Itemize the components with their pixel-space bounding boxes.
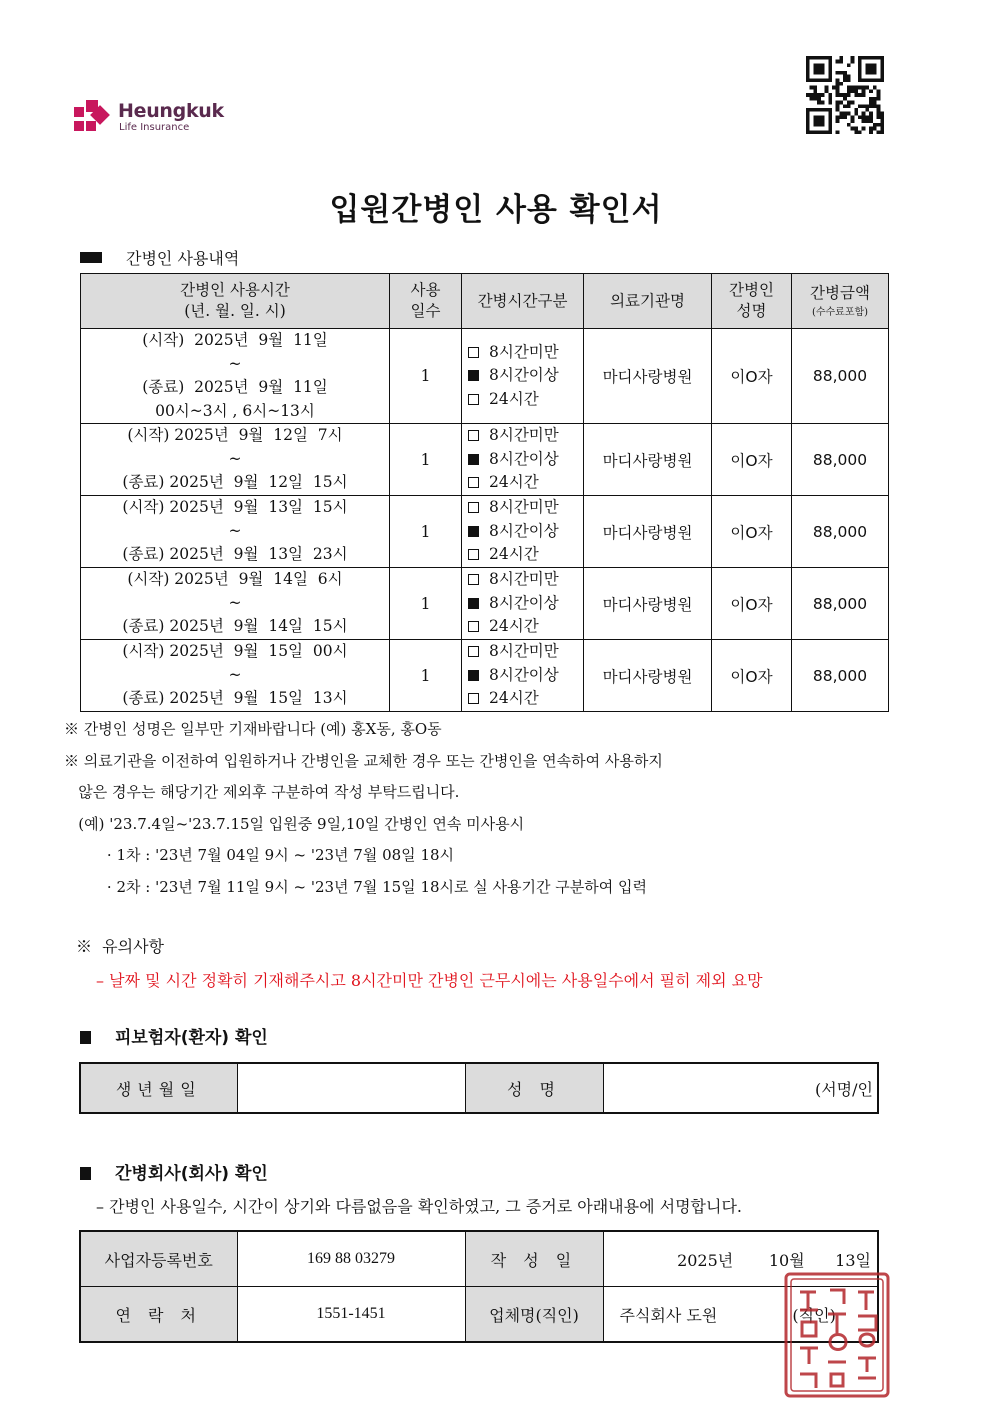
- period-end: (종료) 2025년 9월 15일 13시: [122, 689, 348, 708]
- usage-caregiver: 이O자: [712, 496, 792, 568]
- checkbox-empty-icon[interactable]: [468, 430, 479, 441]
- checkbox-checked-icon[interactable]: [468, 670, 479, 681]
- section-marker-icon: [80, 1031, 91, 1044]
- col-days: 사용 일수: [390, 274, 462, 329]
- period-tilde: ~: [228, 665, 242, 684]
- usage-category: [462, 640, 584, 712]
- category-option[interactable]: [468, 640, 583, 664]
- usage-category: [462, 424, 584, 496]
- category-option-label: 8시간이상: [489, 449, 559, 468]
- date-value: 2025년 10월 13일: [603, 1231, 878, 1287]
- usage-caregiver: 이O자: [712, 640, 792, 712]
- date-label: 작 성 일: [465, 1231, 603, 1287]
- usage-table: [80, 273, 889, 712]
- contact-label: 연 락 처: [80, 1287, 237, 1343]
- category-option-label: 24시간: [489, 689, 539, 708]
- category-option-label: 8시간미만: [489, 498, 559, 517]
- usage-table-header: [81, 274, 889, 329]
- caution-text: – 날짜 및 시간 정확히 기재해주시고 8시간미만 간병인 근무시에는 사용일수에서 필히 제외 요망: [96, 971, 763, 990]
- checkbox-empty-icon[interactable]: [468, 502, 479, 513]
- checkbox-empty-icon[interactable]: [468, 646, 479, 657]
- usage-amount: 88,000: [792, 568, 889, 640]
- usage-days: 1: [390, 496, 462, 568]
- usage-period: [81, 424, 390, 496]
- usage-caregiver: 이O자: [712, 329, 792, 424]
- checkbox-empty-icon[interactable]: [468, 549, 479, 560]
- usage-days: 1: [390, 424, 462, 496]
- usage-row: [81, 496, 889, 568]
- category-option[interactable]: [468, 687, 583, 711]
- biz-no-value: 169 88 03279: [237, 1231, 465, 1287]
- category-option[interactable]: [468, 496, 583, 520]
- category-option-label: 8시간미만: [489, 342, 559, 361]
- logo-mark-icon: [74, 100, 112, 132]
- period-start: (시작) 2025년 9월 12일 7시: [127, 426, 343, 445]
- company-name: 주식회사 도원: [619, 1305, 718, 1325]
- usage-hospital: 마디사랑병원: [584, 329, 712, 424]
- col-caregiver: 간병인 성명: [712, 274, 792, 329]
- checkbox-empty-icon[interactable]: [468, 693, 479, 704]
- usage-amount: 88,000: [792, 640, 889, 712]
- checkbox-checked-icon[interactable]: [468, 526, 479, 537]
- note-line: 않은 경우는 해당기간 제외후 구분하여 작성 부탁드립니다.: [64, 783, 460, 801]
- company-note: – 간병인 사용일수, 시간이 상기와 다름없음을 확인하였고, 그 증거로 아래내용에 서명합니다.: [96, 1197, 742, 1216]
- category-option-label: 24시간: [489, 389, 539, 408]
- usage-hospital: 마디사랑병원: [584, 568, 712, 640]
- name-label: 성 명: [465, 1063, 603, 1113]
- usage-section-heading: 간병인 사용내역: [80, 246, 239, 269]
- patient-signature-field[interactable]: [603, 1063, 878, 1113]
- period-end: (종료) 2025년 9월 12일 15시: [122, 473, 348, 492]
- seal-hint: (직인): [792, 1305, 836, 1325]
- patient-section-heading: 피보험자(환자) 확인: [80, 1023, 268, 1048]
- category-option-label: 8시간미만: [489, 642, 559, 661]
- category-option[interactable]: [468, 615, 583, 639]
- usage-period: [81, 568, 390, 640]
- contact-value: 1551-1451: [237, 1287, 465, 1343]
- category-option-label: 8시간이상: [489, 593, 559, 612]
- col-amount: 간병금액 (수수료포함): [792, 274, 889, 329]
- category-option[interactable]: [468, 364, 583, 388]
- qr-code-icon: [806, 56, 884, 134]
- note-line: ※ 간병인 성명은 일부만 기재바랍니다 (예) 홍X동, 홍O동: [64, 720, 442, 738]
- category-option[interactable]: [468, 424, 583, 448]
- period-tilde: ~: [228, 521, 242, 540]
- category-option[interactable]: [468, 664, 583, 688]
- category-option-label: 8시간이상: [489, 521, 559, 540]
- period-tilde: ~: [228, 354, 242, 373]
- usage-caregiver: 이O자: [712, 424, 792, 496]
- period-end: (종료) 2025년 9월 14일 15시: [122, 617, 348, 636]
- birth-label: 생년월일: [80, 1063, 237, 1113]
- patient-table: [79, 1062, 879, 1114]
- usage-hospital: 마디사랑병원: [584, 640, 712, 712]
- company-section-heading: 간병회사(회사) 확인: [80, 1159, 268, 1184]
- checkbox-empty-icon[interactable]: [468, 477, 479, 488]
- checkbox-checked-icon[interactable]: [468, 370, 479, 381]
- category-option-label: 24시간: [489, 473, 539, 492]
- checkbox-empty-icon[interactable]: [468, 574, 479, 585]
- usage-row: [81, 640, 889, 712]
- section-marker-icon: [80, 1167, 91, 1180]
- period-start: (시작) 2025년 9월 11일: [142, 331, 328, 349]
- checkbox-empty-icon[interactable]: [468, 621, 479, 632]
- note-line: · 2차 : '23년 7월 11일 9시 ~ '23년 7월 15일 18시로 실 사용기간 구분하여 입력: [64, 877, 647, 896]
- category-option[interactable]: [468, 471, 583, 495]
- category-option[interactable]: [468, 568, 583, 592]
- sign-hint: (서명/인: [814, 1079, 873, 1099]
- note-line: · 1차 : '23년 7월 04일 9시 ~ '23년 7월 08일 18시: [64, 846, 455, 864]
- company-seal-stamp: [782, 1270, 892, 1400]
- col-period: 간병인 사용시간 (년. 월. 일. 시): [81, 274, 390, 329]
- category-option[interactable]: [468, 520, 583, 544]
- category-option-label: 24시간: [489, 617, 539, 636]
- category-option-label: 8시간미만: [489, 426, 559, 445]
- category-option[interactable]: [468, 543, 583, 567]
- usage-amount: 88,000: [792, 424, 889, 496]
- usage-period: [81, 640, 390, 712]
- section-marker-icon: [80, 252, 102, 263]
- usage-hospital: 마디사랑병원: [584, 496, 712, 568]
- usage-row: [81, 329, 889, 424]
- period-start: (시작) 2025년 9월 13일 15시: [122, 498, 348, 517]
- category-option[interactable]: [468, 341, 583, 365]
- category-option-label: 8시간미만: [489, 570, 559, 589]
- usage-period: [81, 496, 390, 568]
- usage-amount: 88,000: [792, 496, 889, 568]
- category-option-label: 24시간: [489, 545, 539, 564]
- usage-period: [81, 329, 390, 424]
- company-logo: [74, 98, 244, 138]
- category-option[interactable]: [468, 592, 583, 616]
- checkbox-empty-icon[interactable]: [468, 347, 479, 358]
- note-line: (예) '23.7.4일~'23.7.15일 입원중 9일,10일 간병인 연속 미사용시: [64, 814, 525, 833]
- usage-days: 1: [390, 329, 462, 424]
- period-start: (시작) 2025년 9월 14일 6시: [127, 570, 343, 589]
- col-category: 간병시간구분: [462, 274, 584, 329]
- logo-name: Heungkuk: [118, 100, 224, 122]
- category-option-label: 8시간이상: [489, 665, 559, 684]
- checkbox-checked-icon[interactable]: [468, 454, 479, 465]
- usage-days: 1: [390, 568, 462, 640]
- period-extra: 00시~3시 , 6시~13시: [155, 401, 315, 420]
- logo-subtitle: Life Insurance: [119, 122, 190, 133]
- category-option[interactable]: [468, 388, 583, 412]
- note-line: ※ 의료기관을 이전하여 입원하거나 간병인을 교체한 경우 또는 간병인을 연속하여 사용하지: [64, 751, 663, 770]
- usage-category: [462, 329, 584, 424]
- biz-no-label: 사업자등록번호: [80, 1231, 237, 1287]
- category-option[interactable]: [468, 448, 583, 472]
- usage-hospital: 마디사랑병원: [584, 424, 712, 496]
- usage-row: [81, 568, 889, 640]
- category-option-label: 8시간이상: [489, 366, 559, 385]
- usage-caregiver: 이O자: [712, 568, 792, 640]
- caution-heading: ※ 유의사항: [76, 937, 164, 956]
- usage-category: [462, 496, 584, 568]
- notes: [64, 714, 663, 903]
- usage-days: 1: [390, 640, 462, 712]
- checkbox-empty-icon[interactable]: [468, 394, 479, 405]
- company-table: [79, 1230, 879, 1343]
- usage-row: [81, 424, 889, 496]
- period-end: (종료) 2025년 9월 11일: [142, 378, 328, 396]
- usage-category: [462, 568, 584, 640]
- period-end: (종료) 2025년 9월 13일 23시: [122, 545, 348, 564]
- document-title: 입원간병인 사용 확인서: [329, 192, 663, 228]
- period-tilde: ~: [228, 593, 242, 612]
- usage-amount: 88,000: [792, 329, 889, 424]
- checkbox-checked-icon[interactable]: [468, 598, 479, 609]
- period-tilde: ~: [228, 449, 242, 468]
- birth-field[interactable]: [237, 1063, 465, 1113]
- company-name-label: 업체명(직인): [465, 1287, 603, 1343]
- period-start: (시작) 2025년 9월 15일 00시: [122, 642, 348, 661]
- col-hospital: 의료기관명: [584, 274, 712, 329]
